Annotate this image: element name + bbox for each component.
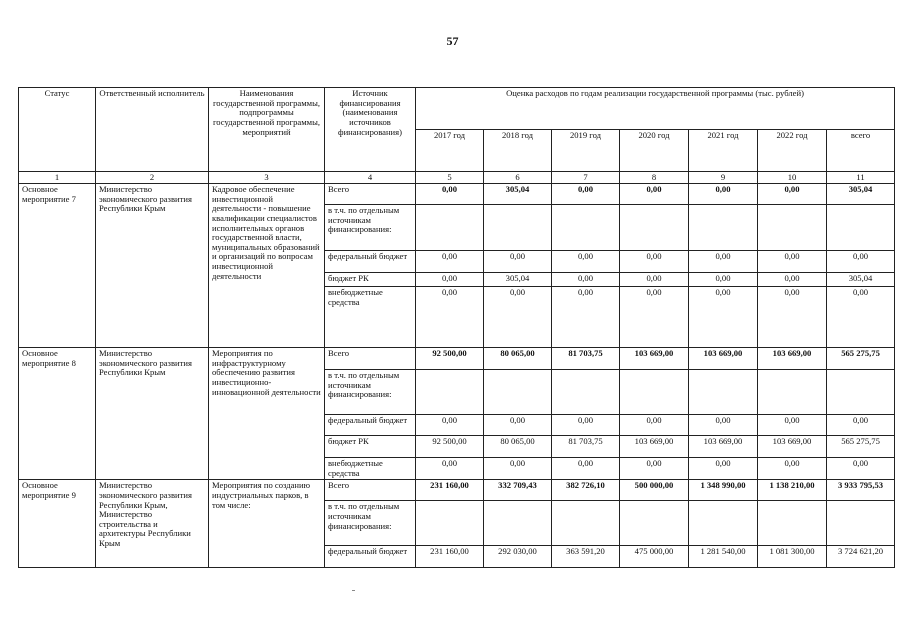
header-year: 2020 год [620,130,689,172]
value-cell: 0,00 [689,458,758,480]
value-cell [484,205,552,251]
value-cell: 231 160,00 [416,480,484,501]
value-cell: 0,00 [552,251,620,273]
value-cell: 565 275,75 [827,436,895,458]
value-cell: 0,00 [416,184,484,205]
value-cell: 0,00 [416,287,484,348]
value-cell: 103 669,00 [689,348,758,370]
value-cell [827,205,895,251]
value-cell [620,370,689,415]
value-cell: 292 030,00 [484,546,552,568]
header-program: Наименования государственной программы, подпрограммы государственной программы, мероприятий [209,88,325,172]
value-cell: 0,00 [827,287,895,348]
column-number: 1 [19,172,96,184]
value-cell [484,370,552,415]
value-cell: 0,00 [689,251,758,273]
value-cell: 1 081 300,00 [758,546,827,568]
value-cell [484,501,552,546]
column-number: 7 [552,172,620,184]
source-cell: внебюджетные средства [325,458,416,480]
program-cell: Кадровое обеспечение инвестиционной деятельности - повышение квалификации специалистов исполнительных органов государственной власти, муниципальных образований и организаций по вопросам инвестиционной деятельности [209,184,325,348]
value-cell: 3 933 795,53 [827,480,895,501]
value-cell: 0,00 [827,458,895,480]
header-year: 2017 год [416,130,484,172]
value-cell: 1 138 210,00 [758,480,827,501]
value-cell [827,370,895,415]
scan-mark [352,590,355,591]
value-cell: 0,00 [620,415,689,436]
value-cell: 103 669,00 [758,436,827,458]
value-cell: 0,00 [758,273,827,287]
value-cell: 0,00 [620,287,689,348]
value-cell [416,370,484,415]
value-cell: 81 703,75 [552,436,620,458]
value-cell: 3 724 621,20 [827,546,895,568]
value-cell: 0,00 [416,415,484,436]
value-cell: 305,04 [827,184,895,205]
value-cell: 0,00 [689,273,758,287]
value-cell: 0,00 [827,415,895,436]
value-cell: 0,00 [620,458,689,480]
value-cell: 0,00 [758,251,827,273]
header-year: 2021 год [689,130,758,172]
source-cell: федеральный бюджет [325,546,416,568]
value-cell: 0,00 [484,287,552,348]
column-number: 2 [96,172,209,184]
value-cell: 0,00 [689,287,758,348]
source-cell: внебюджетные средства [325,287,416,348]
column-number: 9 [689,172,758,184]
value-cell: 92 500,00 [416,348,484,370]
value-cell: 103 669,00 [758,348,827,370]
table-row [19,348,895,370]
column-number: 3 [209,172,325,184]
header-year: всего [827,130,895,172]
value-cell: 0,00 [552,458,620,480]
executor-cell: Министерство экономического развития Республики Крым [96,184,209,348]
value-cell [827,501,895,546]
value-cell: 565 275,75 [827,348,895,370]
value-cell [758,370,827,415]
value-cell: 92 500,00 [416,436,484,458]
program-cell: Мероприятия по инфраструктурному обеспечению развития инвестиционно-инновационной деятельности [209,348,325,480]
page-number: 57 [446,34,459,48]
value-cell: 0,00 [620,251,689,273]
status-cell: Основное мероприятие 8 [19,348,96,480]
status-cell: Основное мероприятие 7 [19,184,96,348]
value-cell: 0,00 [689,184,758,205]
value-cell: 0,00 [689,415,758,436]
value-cell: 231 160,00 [416,546,484,568]
source-cell: федеральный бюджет [325,251,416,273]
source-cell: в т.ч. по отдельным источникам финансирования: [325,501,416,546]
table-row [19,480,895,501]
column-number: 4 [325,172,416,184]
value-cell [689,205,758,251]
value-cell: 0,00 [827,251,895,273]
value-cell [416,205,484,251]
header-year: 2022 год [758,130,827,172]
status-cell: Основное мероприятие 9 [19,480,96,568]
value-cell: 0,00 [620,273,689,287]
value-cell: 0,00 [758,415,827,436]
value-cell: 0,00 [552,287,620,348]
header-source: Источник финансирования (наименования источников финансирования) [325,88,416,172]
value-cell: 1 348 990,00 [689,480,758,501]
value-cell: 332 709,43 [484,480,552,501]
header-status: Статус [19,88,96,172]
column-number: 8 [620,172,689,184]
column-number: 5 [416,172,484,184]
value-cell: 475 000,00 [620,546,689,568]
table-row [19,184,895,205]
value-cell: 305,04 [827,273,895,287]
source-cell: Всего [325,184,416,205]
value-cell: 0,00 [484,458,552,480]
value-cell [552,205,620,251]
value-cell [416,501,484,546]
header-year: 2018 год [484,130,552,172]
value-cell: 363 591,20 [552,546,620,568]
value-cell: 0,00 [552,273,620,287]
source-cell: бюджет РК [325,436,416,458]
value-cell: 0,00 [416,251,484,273]
value-cell: 500 000,00 [620,480,689,501]
value-cell: 103 669,00 [689,436,758,458]
value-cell: 0,00 [758,184,827,205]
source-cell: федеральный бюджет [325,415,416,436]
value-cell: 382 726,10 [552,480,620,501]
value-cell [689,370,758,415]
header-estimate: Оценка расходов по годам реализации государственной программы (тыс. рублей) [416,88,895,130]
value-cell [758,205,827,251]
value-cell [620,205,689,251]
value-cell: 0,00 [416,458,484,480]
header-executor: Ответственный исполнитель [96,88,209,172]
column-number: 11 [827,172,895,184]
value-cell: 0,00 [484,251,552,273]
value-cell: 0,00 [552,415,620,436]
column-number: 10 [758,172,827,184]
source-cell: Всего [325,480,416,501]
value-cell: 81 703,75 [552,348,620,370]
value-cell [552,501,620,546]
value-cell: 0,00 [552,184,620,205]
value-cell [552,370,620,415]
value-cell [620,501,689,546]
value-cell: 80 065,00 [484,348,552,370]
value-cell: 0,00 [758,458,827,480]
source-cell: в т.ч. по отдельным источникам финансирования: [325,370,416,415]
column-number: 6 [484,172,552,184]
expenses-table [18,87,895,568]
value-cell [758,501,827,546]
value-cell: 103 669,00 [620,436,689,458]
source-cell: Всего [325,348,416,370]
value-cell: 305,04 [484,184,552,205]
value-cell: 1 281 540,00 [689,546,758,568]
source-cell: в т.ч. по отдельным источникам финансирования: [325,205,416,251]
value-cell: 0,00 [416,273,484,287]
value-cell: 0,00 [758,287,827,348]
executor-cell: Министерство экономического развития Республики Крым [96,348,209,480]
source-cell: бюджет РК [325,273,416,287]
value-cell [689,501,758,546]
executor-cell: Министерство экономического развития Республики Крым, Министерство строительства и архитектуры Республики Крым [96,480,209,568]
value-cell: 0,00 [620,184,689,205]
value-cell: 0,00 [484,415,552,436]
value-cell: 103 669,00 [620,348,689,370]
header-year: 2019 год [552,130,620,172]
program-cell: Мероприятия по созданию индустриальных парков, в том числе: [209,480,325,568]
value-cell: 80 065,00 [484,436,552,458]
value-cell: 305,04 [484,273,552,287]
